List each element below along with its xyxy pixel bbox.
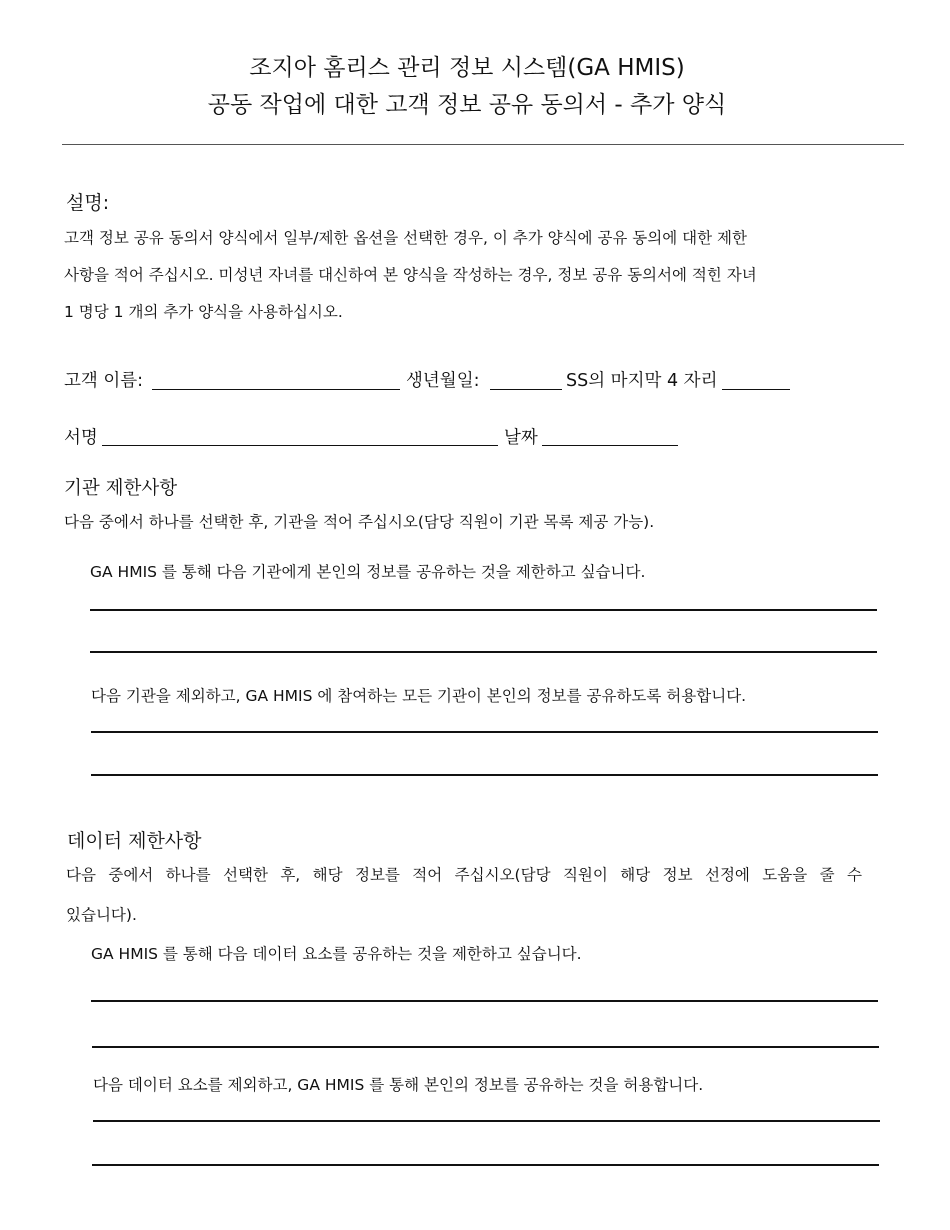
ssn-last4-label: SS의 마지막 4 자리 [566, 371, 718, 391]
signature-field[interactable] [102, 445, 498, 446]
data-restrictions-instruction-line-2: 있습니다). [66, 906, 137, 924]
data-restrictions-heading: 데이터 제한사항 [67, 830, 202, 852]
client-name-field[interactable] [152, 389, 400, 390]
data-restrictions-instruction-line-1: 다음 중에서 하나를 선택한 후, 해당 정보를 적어 주십시오(담당 직원이 해당 정보 선정에 도움을 줄 수 [66, 866, 862, 884]
dob-label: 생년월일: [406, 371, 480, 391]
date-label: 날짜 [504, 428, 538, 448]
instructions-heading: 설명: [66, 192, 110, 214]
agency-restrict-write-line-2[interactable] [90, 651, 877, 653]
data-restrict-option: GA HMIS 를 통해 다음 데이터 요소를 공유하는 것을 제한하고 싶습니다. [91, 945, 582, 963]
data-restrict-write-line-2[interactable] [92, 1046, 879, 1048]
agency-restrictions-heading: 기관 제한사항 [64, 478, 178, 499]
ssn-last4-field[interactable] [722, 389, 790, 390]
instructions-line-2: 사항을 적어 주십시오. 미성년 자녀를 대신하여 본 양식을 작성하는 경우, 정보 공유 동의서에 적힌 자녀 [64, 266, 757, 284]
instructions-line-1: 고객 정보 공유 동의서 양식에서 일부/제한 옵션을 선택한 경우, 이 추가 양식에 공유 동의에 대한 제한 [64, 229, 747, 247]
agency-allow-except-option: 다음 기관을 제외하고, GA HMIS 에 참여하는 모든 기관이 본인의 정보를 공유하도록 허용합니다. [91, 687, 747, 705]
data-allow-except-write-line-1[interactable] [93, 1120, 880, 1122]
agency-allow-except-write-line-1[interactable] [91, 731, 878, 733]
data-restrict-write-line-1[interactable] [91, 1000, 878, 1002]
data-allow-except-option: 다음 데이터 요소를 제외하고, GA HMIS 를 통해 본인의 정보를 공유하는 것을 허용합니다. [93, 1076, 704, 1094]
form-title-line-1: 조지아 홈리스 관리 정보 시스템(GA HMIS) [249, 55, 685, 81]
data-allow-except-write-line-2[interactable] [92, 1164, 879, 1166]
client-name-label: 고객 이름: [64, 371, 144, 391]
dob-field[interactable] [490, 389, 562, 390]
header-divider [62, 144, 904, 145]
agency-restrict-write-line-1[interactable] [90, 609, 877, 611]
instructions-line-3: 1 명당 1 개의 추가 양식을 사용하십시오. [64, 303, 343, 321]
agency-restrict-option: GA HMIS 를 통해 다음 기관에게 본인의 정보를 공유하는 것을 제한하고 싶습니다. [90, 563, 646, 581]
agency-restrictions-instruction: 다음 중에서 하나를 선택한 후, 기관을 적어 주십시오(담당 직원이 기관 목록 제공 가능). [64, 513, 655, 531]
date-field[interactable] [542, 445, 678, 446]
form-title-line-2: 공동 작업에 대한 고객 정보 공유 동의서 - 추가 양식 [207, 92, 727, 118]
agency-allow-except-write-line-2[interactable] [91, 774, 878, 776]
signature-label: 서명 [64, 428, 98, 448]
